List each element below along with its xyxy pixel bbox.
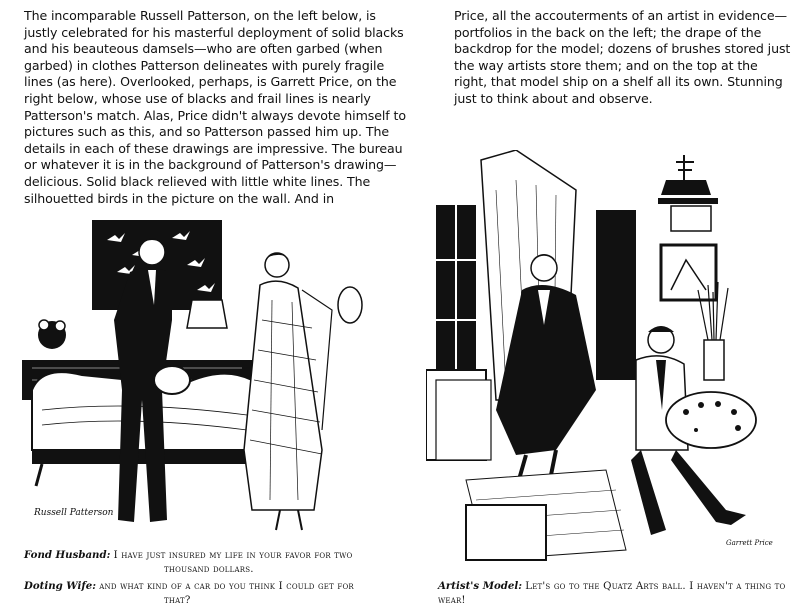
model-ship [661, 180, 711, 195]
price-drawing [426, 150, 776, 580]
brush-jar [704, 340, 724, 380]
model-line: Let's go to the Quatz Arts ball. I haven't a thing to wear! [438, 581, 786, 606]
right-page [400, 0, 800, 616]
table-lamp [187, 300, 227, 328]
patterson-drawing [22, 210, 382, 545]
wife-dress [244, 281, 322, 510]
husband-head [139, 239, 165, 265]
husband-line-cont: thousand dollars. [164, 564, 254, 575]
left-caption [24, 548, 394, 608]
model-head [531, 255, 557, 281]
patterson-signature: Russell Patterson [34, 508, 114, 518]
hand-mirror [338, 287, 362, 323]
right-caption [438, 579, 798, 608]
framed-picture [661, 245, 716, 300]
price-illustration [426, 150, 776, 580]
patterson-illustration [22, 210, 382, 545]
right-window [596, 210, 636, 380]
straw-hat [154, 366, 190, 394]
ship-shelf [658, 198, 718, 204]
wife-line-cont: that? [164, 595, 191, 606]
wife-line: and what kind of a car do you think I could get for [99, 581, 354, 592]
right-essay-text: Price, all the accouterments of an artist in evidence— portfolios in the back on the left; the drape of the backdrop for the model; dozens of brushes stored just the way artists store them; and on the top at the right, that model ship on a shelf all its own. Stunning just to think about and observe. [454, 8, 791, 106]
husband-line: I have just insured my life in your favor for two [113, 550, 353, 561]
speaker-wife: Doting Wife: [24, 580, 97, 592]
left-essay-text: The incomparable Russell Patterson, on the left below, is justly celebrated for his masterful deployment of solid blacks and his beauteous damsels—who are often garbed (when garbed) in clothes Patterson delineates with purely fragile lines (as here). Overlooked, perhaps, is Garrett Price, on the right below, whose use of blacks and frail lines is nearly Patterson's match. Alas, Price didn't always devote himself to pictures such as this, and so Patterson passed him up. The details in each of these drawings are impressive. The bureau or whatever it is in the background of Patterson's drawing— delicious. Solid black relieved with little white lines. The silhouetted birds in the picture on the wall. And in [24, 8, 406, 206]
artist-trousers [631, 450, 666, 535]
caption-line-husband [24, 548, 394, 577]
caption-line-wife [24, 579, 394, 608]
palette [666, 392, 756, 448]
speaker-husband: Fond Husband: [24, 549, 111, 561]
trunk [466, 505, 546, 560]
speaker-model: Artist's Model: [438, 580, 522, 592]
price-signature: Garrett Price [726, 539, 773, 547]
